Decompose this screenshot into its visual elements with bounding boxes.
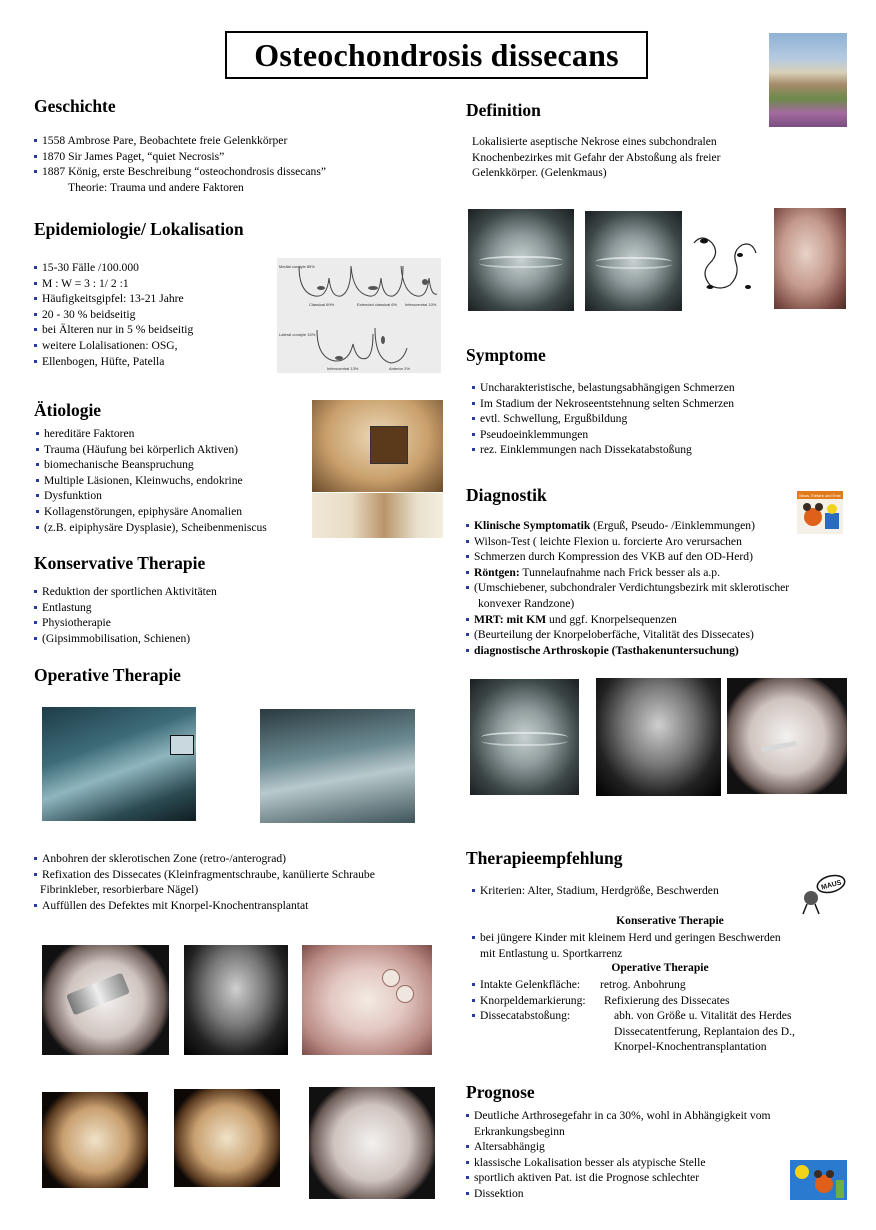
list-item: Röntgen: Tunnelaufnahme nach Frick besser als a.p.	[466, 565, 789, 581]
mri-knee-coronal	[184, 945, 288, 1055]
label-extended: Extended classical 6%	[357, 302, 398, 307]
heading-symptome: Symptome	[466, 345, 546, 365]
arthroscopy-screw-photo	[42, 945, 169, 1055]
arthroscopy-photo-2	[174, 1089, 280, 1187]
definition-text: Lokalisierte aseptische Nekrose eines subchondralen Knochenbezirkes mit Gefahr der Abstoßung als freier Gelenkkörper. (Gelenkmaus)	[472, 135, 721, 180]
list-item: Klinische Symptomatik (Erguß, Pseudo- /Einklemmungen)	[466, 518, 789, 534]
poster-title: Osteochondrosis dissecans	[254, 36, 619, 73]
list-item: Auffüllen des Defektes mit Knorpel-Knochentransplantat	[34, 898, 375, 914]
list-epidemiologie	[34, 260, 193, 369]
list-item: Uncharakteristische, belastungsabhängigen Schmerzen	[472, 380, 735, 396]
list-therapie-kriterien	[472, 883, 719, 899]
list-item: Trauma (Häufung bei körperlich Aktiven)	[36, 442, 267, 458]
list-item: Kollagenstörungen, epiphysäre Anomalien	[36, 504, 267, 520]
list-therapie-konservativ	[472, 930, 781, 961]
list-item: Dysfunktion	[36, 488, 267, 504]
list-geschichte	[34, 133, 326, 195]
table-row: Intakte Gelenkfläche: retrog. Anbohrung	[472, 977, 795, 993]
list-prognose	[466, 1108, 771, 1202]
heading-aetiologie: Ätiologie	[34, 400, 102, 420]
list-item: 1887 König, erste Beschreibung “osteochondrosis dissecans”	[34, 164, 326, 180]
maus-icon	[790, 1160, 847, 1200]
screw-shape	[66, 973, 130, 1016]
surgery-photo-1	[42, 707, 196, 821]
cartoon-lines	[690, 215, 762, 295]
list-item: (z.B. eipiphysäre Dysplasie), Scheibenmeniscus	[36, 520, 267, 536]
heading-prognose: Prognose	[466, 1082, 535, 1102]
monitor-shape	[170, 735, 194, 755]
list-item: Physiotherapie	[34, 615, 217, 631]
list-item: weitere Lolalisationen: OSG,	[34, 338, 193, 354]
list-item: (Gipsimmobilisation, Schienen)	[34, 631, 217, 647]
label-medial: Medial condyle 85%	[279, 264, 315, 269]
maus-logo-bottom	[790, 1160, 847, 1200]
plug-shape	[396, 985, 414, 1003]
list-item: 15-30 Fälle /100.000	[34, 260, 193, 276]
arthroscopy-photo-1	[42, 1092, 148, 1188]
bone-histology-photo	[312, 493, 443, 538]
list-item: Deutliche Arthrosegefahr in ca 30%, wohl in Abhängigkeit vom	[466, 1108, 771, 1124]
label-anterior: Anterior 2%	[389, 366, 410, 371]
maus-logo-mid	[797, 866, 847, 916]
table-row: Knorpeldemarkierung: Refixierung des Dissecates	[472, 993, 795, 1009]
label-lateral: Lateral condyle 15%	[279, 332, 316, 337]
probe-shape	[761, 741, 797, 752]
label-infero: Inferocentral 10%	[405, 302, 437, 307]
lesion-marker	[370, 426, 408, 464]
svg-text:Maus, Elefant und Ente: Maus, Elefant und Ente	[799, 493, 841, 498]
heading-operativ: Operative Therapie	[34, 665, 181, 685]
list-item: 1870 Sir James Paget, “quiet Necrosis”	[34, 149, 326, 165]
condyle-sketches	[277, 258, 441, 373]
list-item: Refixation des Dissecates (Kleinfragmentschraube, kanülierte Schraube	[34, 867, 375, 883]
clinic-building-photo	[769, 33, 847, 127]
list-item: Im Stadium der Nekroseentstehnung selten Schmerzen	[472, 396, 735, 412]
heading-geschichte: Geschichte	[34, 96, 116, 116]
loose-body-cartoon	[690, 215, 762, 295]
xray-tunnel-view	[470, 679, 579, 795]
list-item: (Umschiebener, subchondraler Verdichtungsbezirk mit sklerotischer	[466, 580, 789, 596]
list-item: M : W = 3 : 1/ 2 :1	[34, 276, 193, 292]
list-item-cont: Erkrankungsbeginn	[474, 1124, 565, 1138]
list-item: evtl. Schwellung, Ergußbildung	[472, 411, 735, 427]
table-row: Dissecatabstoßung: abh. von Größe u. Vitalität des Herdes	[472, 1008, 795, 1024]
list-therapie-operativ	[472, 977, 795, 1055]
heading-epidemiologie: Epidemiologie/ Lokalisation	[34, 219, 244, 239]
svg-text:MAUS: MAUS	[820, 879, 843, 892]
list-aetiologie	[36, 426, 267, 535]
operativ-title: Operative Therapie	[611, 961, 709, 974]
list-item: Wilson-Test ( leichte Flexion u. forcierte Aro verursachen	[466, 534, 789, 550]
maus-icon	[797, 491, 843, 534]
list-item: Schmerzen durch Kompression des VKB auf den OD-Herd)	[466, 549, 789, 565]
heading-diagnostik: Diagnostik	[466, 485, 547, 505]
bone-specimen-photo	[312, 400, 443, 492]
xray-knee-1	[468, 209, 574, 311]
label-classical: Classical 69%	[309, 302, 335, 307]
plug-shape	[382, 969, 400, 987]
list-symptome	[472, 380, 735, 458]
xray-knee-2	[585, 211, 682, 311]
list-item-cont: Fibrinkleber, resorbierbare Nägel)	[40, 883, 199, 897]
lesion-location-diagram	[277, 258, 441, 373]
list-item: klassische Lokalisation besser als atypische Stelle	[466, 1155, 771, 1171]
list-item: bei Älteren nur in 5 % beidseitig	[34, 322, 193, 338]
list-item: Dissektion	[466, 1186, 771, 1202]
label-infero2: Inferocentral 13%	[327, 366, 359, 371]
list-item: Ellenbogen, Hüfte, Patella	[34, 354, 193, 370]
list-item: rez. Einklemmungen nach Dissekatabstoßung	[472, 442, 735, 458]
konservativ-title: Konserative Therapie	[616, 914, 724, 927]
list-item: Altersabhängig	[466, 1139, 771, 1155]
list-item-cont: mit Entlastung u. Sportkarrenz	[480, 946, 623, 960]
list-item: 20 - 30 % beidseitig	[34, 307, 193, 323]
list-item: Pseudoeinklemmungen	[472, 427, 735, 443]
surgery-photo-2	[260, 709, 415, 823]
list-item: diagnostische Arthroskopie (Tasthakenuntersuchung)	[466, 643, 789, 659]
list-item: Multiple Läsionen, Kleinwuchs, endokrine	[36, 473, 267, 489]
arthroscopy-photo-3	[309, 1087, 435, 1199]
poster-title-box	[225, 31, 648, 79]
list-item: hereditäre Faktoren	[36, 426, 267, 442]
list-item: bei jüngere Kinder mit kleinem Herd und geringen Beschwerden	[472, 930, 781, 946]
list-item: Häufigkeitsgipfel: 13-21 Jahre	[34, 291, 193, 307]
maus-logo-top	[797, 491, 843, 534]
list-operativ	[34, 851, 375, 913]
maus-icon	[797, 866, 847, 916]
list-item: Entlastung	[34, 600, 217, 616]
heading-therapieempfehlung: Therapieempfehlung	[466, 848, 623, 868]
list-item: Kriterien: Alter, Stadium, Herdgröße, Beschwerden	[472, 883, 719, 899]
list-item: Reduktion der sportlichen Aktivitäten	[34, 584, 217, 600]
table-row-cont: Knorpel-Knochentransplantation	[614, 1040, 767, 1054]
mri-knee-sagittal	[596, 678, 721, 796]
heading-konservativ: Konservative Therapie	[34, 553, 206, 573]
list-item: MRT: mit KM und ggf. Knorpelsequenzen	[466, 612, 789, 628]
heading-definition: Definition	[466, 100, 541, 120]
list-item-cont: konvexer Randzone)	[478, 596, 575, 610]
list-item: (Beurteilung der Knorpeloberfäche, Vitalität des Dissecates)	[466, 627, 789, 643]
list-item-note: Theorie: Trauma und andere Faktoren	[68, 180, 244, 194]
list-item: Anbohren der sklerotischen Zone (retro-/anterograd)	[34, 851, 375, 867]
specimen-photo-right	[774, 208, 846, 309]
list-diagnostik	[466, 518, 789, 658]
list-konservativ	[34, 584, 217, 646]
list-item: biomechanische Beanspruchung	[36, 457, 267, 473]
table-row-cont: Dissecatentferung, Replantaion des D.,	[614, 1024, 795, 1038]
list-item: 1558 Ambrose Pare, Beobachtete freie Gelenkkörper	[34, 133, 326, 149]
arthroscopy-probe-photo	[727, 678, 847, 794]
cartilage-transplant-photo	[302, 945, 432, 1055]
list-item: sportlich aktiven Pat. ist die Prognose schlechter	[466, 1170, 771, 1186]
